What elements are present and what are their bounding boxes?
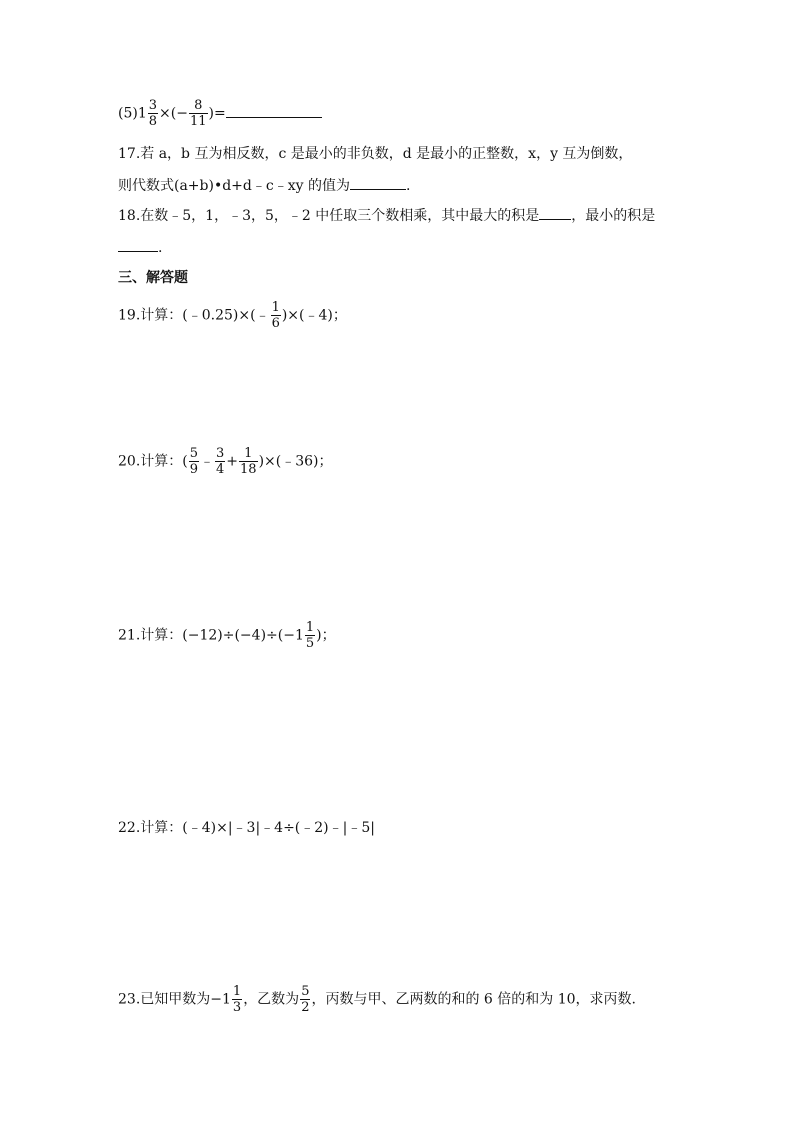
q23-f2-den: 2 <box>301 1000 310 1015</box>
q20-fraction-1 <box>189 446 199 477</box>
q19-fraction <box>271 300 281 331</box>
q23-f1-num: 1 <box>232 984 242 999</box>
question-19-line <box>118 300 347 331</box>
q18-line1a: 18.在数﹣5，1，﹣3，5，﹣2 中任取三个数相乘，其中最大的积是 <box>118 208 540 224</box>
section-3-heading: 三、解答题 <box>118 270 188 286</box>
q19-f1-num: 1 <box>271 300 280 315</box>
q23-mid: ，乙数为 <box>243 991 300 1008</box>
q20-f2-den: 4 <box>216 462 225 477</box>
q5-mid: ×(− <box>159 105 188 122</box>
q20-f1-num: 5 <box>189 446 199 461</box>
q17-line2-end: . <box>405 178 411 194</box>
q20-fraction-3 <box>239 446 258 477</box>
q5-f1-num: 3 <box>148 98 158 113</box>
q5-prefix: (5)1 <box>118 105 147 122</box>
q5-f1-den: 8 <box>148 114 158 129</box>
q5-fraction-1 <box>148 98 158 129</box>
q19-prefix: 19.计算：(﹣0.25)×(﹣ <box>118 307 270 324</box>
q20-op1: ﹣ <box>200 453 215 470</box>
q23-f1-den: 3 <box>232 1000 242 1015</box>
q20-f1-den: 9 <box>189 462 199 477</box>
question-23-line <box>118 984 636 1015</box>
question-20-line <box>118 446 333 477</box>
q17-line2-text: 则代数式(a+b)•d+d﹣c﹣xy 的值为 <box>118 178 350 194</box>
q23-prefix: 23.已知甲数为−1 <box>118 991 231 1008</box>
q18-line1b: ，最小的积是 <box>571 208 656 224</box>
q20-f3-den: 18 <box>240 462 257 477</box>
q20-suffix: )×(﹣36)； <box>258 453 333 470</box>
question-17-line-1: 17.若 a，b 互为相反数，c 是最小的非负数，d 是最小的正整数，x，y 互为倒数， <box>118 146 633 162</box>
q18-line2-end: . <box>158 240 163 256</box>
question-18-line-2 <box>118 236 162 258</box>
q21-f1-num: 1 <box>305 620 315 635</box>
q20-f2-num: 3 <box>216 446 225 461</box>
q5-f2-num: 8 <box>194 98 203 113</box>
q23-f2-num: 5 <box>301 984 310 999</box>
q17-answer-blank[interactable] <box>350 174 406 190</box>
q5-answer-blank[interactable] <box>226 102 322 118</box>
q21-fraction <box>305 620 315 651</box>
q23-fraction-2 <box>300 984 310 1015</box>
q21-prefix: 21.计算：(−12)÷(−4)÷(−1 <box>118 627 304 644</box>
q5-fraction-2 <box>189 98 208 129</box>
q5-f2-den: 11 <box>189 114 207 129</box>
question-5-line <box>118 98 322 129</box>
q18-max-blank[interactable] <box>539 204 571 220</box>
q20-prefix: 20.计算：( <box>118 453 188 470</box>
question-18-line-1 <box>118 204 655 226</box>
q20-fraction-2 <box>215 446 225 477</box>
q20-f3-num: 1 <box>244 446 253 461</box>
q21-f1-den: 5 <box>305 636 315 651</box>
question-22-line: 22.计算：(﹣4)×|﹣3|﹣4÷(﹣2)﹣|﹣5| <box>118 820 375 836</box>
q5-suffix: )= <box>208 105 226 122</box>
q23-fraction-1 <box>232 984 242 1015</box>
q21-suffix: )； <box>316 627 336 644</box>
q20-op2: + <box>226 453 239 470</box>
q18-min-blank[interactable] <box>118 236 158 252</box>
question-17-line-2 <box>118 174 410 196</box>
q19-suffix: )×(﹣4)； <box>281 307 347 324</box>
q23-suffix: ，丙数与甲、乙两数的和的 6 倍的和为 10，求丙数. <box>311 991 636 1008</box>
q19-f1-den: 6 <box>271 316 280 331</box>
question-21-line <box>118 620 336 651</box>
